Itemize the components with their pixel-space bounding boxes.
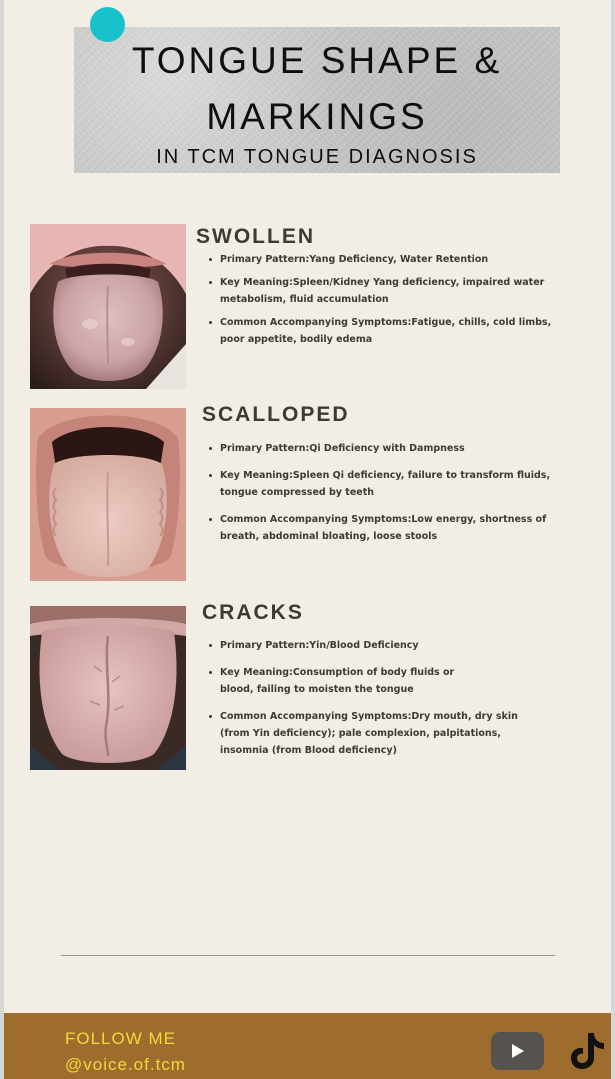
footer-divider [61,955,555,956]
bullet-list-cracks [209,637,565,765]
page-title: TONGUE SHAPE & MARKINGS [131,40,503,137]
youtube-button[interactable] [491,1032,544,1070]
social-handle[interactable]: @voice.of.tcm [65,1055,186,1074]
bullet-item: Key Meaning:Consumption of body fluids or blood, failing to moisten the tongue [220,664,475,698]
infographic-page [4,0,611,1079]
section-heading-scalloped: SCALLOPED [202,403,350,426]
cracks-tongue-image [30,606,186,770]
youtube-icon [491,1032,544,1070]
bullet-item: Primary Pattern:Yin/Blood Deficiency [220,637,565,654]
section-heading-swollen: SWOLLEN [196,225,315,248]
bullet-item: Key Meaning:Spleen Qi deficiency, failure to transform fluids, tongue compressed by teeth [220,467,565,501]
bullet-item: Common Accompanying Symptoms:Dry mouth, dry skin (from Yin deficiency); pale complexion, palpitations, insomnia (from Blood deficiency) [220,708,520,759]
follow-me-label: FOLLOW ME [65,1029,177,1048]
title-banner [74,27,560,173]
scalloped-tongue-image [30,408,186,581]
section-heading-cracks: CRACKS [202,601,304,624]
bullet-list-swollen [209,251,565,354]
bullet-item: Primary Pattern:Qi Deficiency with Dampness [220,440,565,457]
footer-bar [4,1013,611,1079]
accent-dot [90,7,125,42]
bullet-item: Primary Pattern:Yang Deficiency, Water Retention [220,251,565,268]
page-subtitle: IN TCM TONGUE DIAGNOSIS [156,146,478,168]
bullet-item: Common Accompanying Symptoms:Low energy, shortness of breath, abdominal bloating, loose stools [220,511,565,545]
bullet-item: Key Meaning:Spleen/Kidney Yang deficiency, impaired water metabolism, fluid accumulation [220,274,565,308]
tiktok-button[interactable] [569,1031,605,1071]
tiktok-icon [569,1031,605,1071]
swollen-tongue-image [30,224,186,389]
bullet-list-scalloped [209,440,565,551]
bullet-item: Common Accompanying Symptoms:Fatigue, chills, cold limbs, poor appetite, bodily edema [220,314,565,348]
